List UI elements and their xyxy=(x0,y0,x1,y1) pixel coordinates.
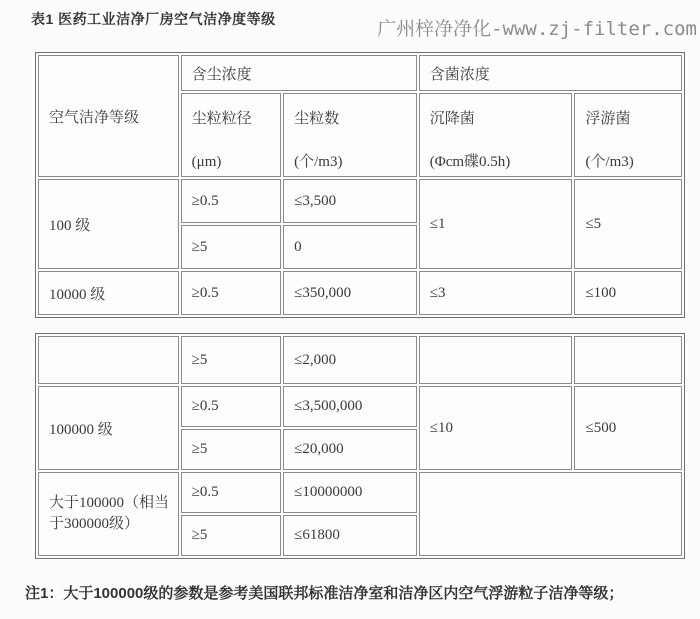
cell-particle-count: 0 xyxy=(283,225,417,269)
cell-particle-size: ≥0.5 xyxy=(181,386,281,427)
table-row xyxy=(38,336,682,384)
cell-airborne-bacteria xyxy=(574,336,682,384)
watermark: 广州梓净净化-www.zj-filter.com xyxy=(377,18,697,40)
cell-particle-count: ≤2,000 xyxy=(283,336,417,384)
header-row-groups xyxy=(38,55,682,91)
header-particle-count xyxy=(283,93,417,177)
header-airborne-bacteria xyxy=(574,93,682,177)
cell-particle-size: ≥0.5 xyxy=(181,179,281,223)
cell-particle-count: ≤350,000 xyxy=(283,271,417,315)
cell-airborne-bacteria: ≤100 xyxy=(574,271,682,315)
cell-particle-count: ≤61800 xyxy=(283,515,417,556)
cell-particle-size: ≥5 xyxy=(181,515,281,556)
header-particle-count-unit: (个/m3) xyxy=(294,153,343,170)
cell-particle-count: ≤20,000 xyxy=(283,429,417,470)
cell-settling-bacteria: ≤3 xyxy=(419,271,573,315)
table-row xyxy=(38,271,682,315)
cell-particle-size: ≥0.5 xyxy=(181,472,281,513)
header-dust-concentration: 含尘浓度 xyxy=(181,55,417,91)
cell-particle-size: ≥5 xyxy=(181,429,281,470)
header-particle-size-unit: (μm) xyxy=(191,153,222,170)
header-airborne-bacteria-unit: (个/m3) xyxy=(585,153,634,170)
header-germ-concentration: 含菌浓度 xyxy=(419,55,682,91)
table-row xyxy=(38,472,682,513)
cell-particle-size: ≥5 xyxy=(181,336,281,384)
header-airborne-bacteria-name: 浮游菌 xyxy=(585,110,631,127)
cell-settling-bacteria xyxy=(419,336,573,384)
header-particle-size xyxy=(181,93,281,177)
header-particle-count-name: 尘粒数 xyxy=(294,110,340,127)
cleanliness-table-part1 xyxy=(35,52,685,318)
header-settling-bacteria-name: 沉降菌 xyxy=(429,110,475,127)
cell-airborne-bacteria: ≤500 xyxy=(574,386,682,470)
cell-grade: 大于100000（相当于300000级） xyxy=(38,472,179,556)
cell-airborne-bacteria: ≤5 xyxy=(574,179,682,269)
cell-grade xyxy=(38,336,179,384)
cell-particle-size: ≥0.5 xyxy=(181,271,281,315)
footnote: 注1：大于100000级的参数是参考美国联邦标准洁净室和洁净区内空气浮游粒子洁净等级； xyxy=(25,585,624,602)
cell-particle-count: ≤10000000 xyxy=(283,472,417,513)
table-row xyxy=(38,179,682,223)
header-settling-bacteria xyxy=(419,93,573,177)
cell-particle-count: ≤3,500 xyxy=(283,179,417,223)
cell-particle-size: ≥5 xyxy=(181,225,281,269)
header-air-cleanliness-class: 空气洁净等级 xyxy=(38,55,179,177)
cell-grade: 100 级 xyxy=(38,179,179,269)
cell-bacteria-merged-empty xyxy=(419,472,682,556)
header-settling-bacteria-unit: (Φcm碟0.5h) xyxy=(429,153,511,170)
cell-grade: 100000 级 xyxy=(38,386,179,470)
table-row xyxy=(38,386,682,427)
page-title: 表1 医药工业洁净厂房空气洁净度等级 xyxy=(31,11,276,27)
cell-settling-bacteria: ≤1 xyxy=(419,179,573,269)
header-particle-size-name: 尘粒粒径 xyxy=(191,110,252,127)
cleanliness-table-part2 xyxy=(35,333,685,559)
cell-settling-bacteria: ≤10 xyxy=(419,386,573,470)
cell-grade: 10000 级 xyxy=(38,271,179,315)
cell-particle-count: ≤3,500,000 xyxy=(283,386,417,427)
